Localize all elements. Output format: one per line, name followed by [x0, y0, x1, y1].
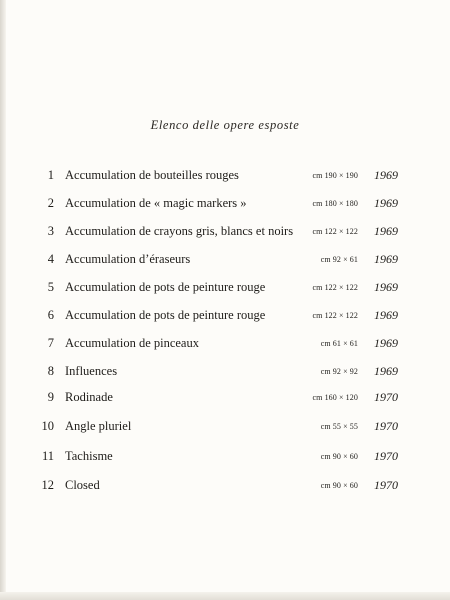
work-dimensions: cm 90 × 60 [320, 481, 358, 490]
list-item [0, 364, 450, 380]
work-year: 1970 [374, 419, 398, 433]
list-item [0, 280, 450, 296]
work-dimensions: cm 90 × 60 [320, 452, 358, 461]
list-item [0, 449, 450, 465]
page-bottom-edge [0, 592, 450, 600]
work-number: 3 [47, 224, 54, 238]
work-title: Accumulation de « magic markers » [65, 196, 247, 210]
work-number: 1 [47, 168, 54, 182]
work-number: 5 [47, 280, 54, 294]
list-item [0, 336, 450, 352]
work-title: Accumulation de crayons gris, blancs et noirs [65, 224, 294, 238]
work-dimensions: cm 122 × 122 [312, 311, 358, 320]
work-dimensions: cm 122 × 122 [312, 283, 358, 292]
work-number: 7 [47, 336, 54, 350]
work-title: Closed [65, 478, 100, 492]
work-number: 10 [41, 419, 54, 433]
work-title: Accumulation de bouteilles rouges [65, 168, 239, 182]
work-title: Rodinade [65, 390, 113, 404]
work-number: 8 [47, 364, 54, 378]
work-number: 6 [47, 308, 54, 322]
work-year: 1970 [374, 478, 398, 492]
work-dimensions: cm 55 × 55 [320, 422, 358, 431]
work-dimensions: cm 180 × 180 [312, 199, 358, 208]
page-title: Elenco delle opere esposte [150, 118, 300, 132]
work-title: Tachisme [65, 449, 113, 463]
work-year: 1969 [374, 280, 398, 294]
work-dimensions: cm 92 × 61 [320, 255, 358, 264]
work-number: 2 [47, 196, 54, 210]
page-left-edge [0, 0, 6, 600]
list-item [0, 390, 450, 406]
work-title: Influences [65, 364, 118, 378]
list-item [0, 196, 450, 212]
work-dimensions: cm 92 × 92 [320, 367, 358, 376]
work-year: 1969 [374, 308, 398, 322]
work-year: 1970 [374, 390, 398, 404]
work-title: Accumulation d’éraseurs [65, 252, 191, 266]
work-year: 1969 [374, 196, 398, 210]
work-dimensions: cm 122 × 122 [312, 227, 358, 236]
work-dimensions: cm 190 × 190 [312, 171, 358, 180]
work-number: 4 [47, 252, 54, 266]
work-title: Accumulation de pots de peinture rouge [65, 280, 266, 294]
work-year: 1969 [374, 252, 398, 266]
work-number: 9 [47, 390, 54, 404]
work-title: Accumulation de pinceaux [65, 336, 199, 350]
work-title: Angle pluriel [65, 419, 132, 433]
work-dimensions: cm 160 × 120 [312, 393, 358, 402]
work-year: 1970 [374, 449, 398, 463]
work-year: 1969 [374, 224, 398, 238]
list-item [0, 308, 450, 324]
work-number: 12 [41, 478, 54, 492]
work-year: 1969 [374, 168, 398, 182]
work-year: 1969 [374, 364, 398, 378]
list-item [0, 478, 450, 494]
list-item [0, 252, 450, 268]
list-item [0, 419, 450, 435]
work-title: Accumulation de pots de peinture rouge [65, 308, 266, 322]
work-number: 11 [41, 449, 54, 463]
work-year: 1969 [374, 336, 398, 350]
list-item [0, 224, 450, 240]
work-dimensions: cm 61 × 61 [320, 339, 358, 348]
list-item [0, 168, 450, 184]
